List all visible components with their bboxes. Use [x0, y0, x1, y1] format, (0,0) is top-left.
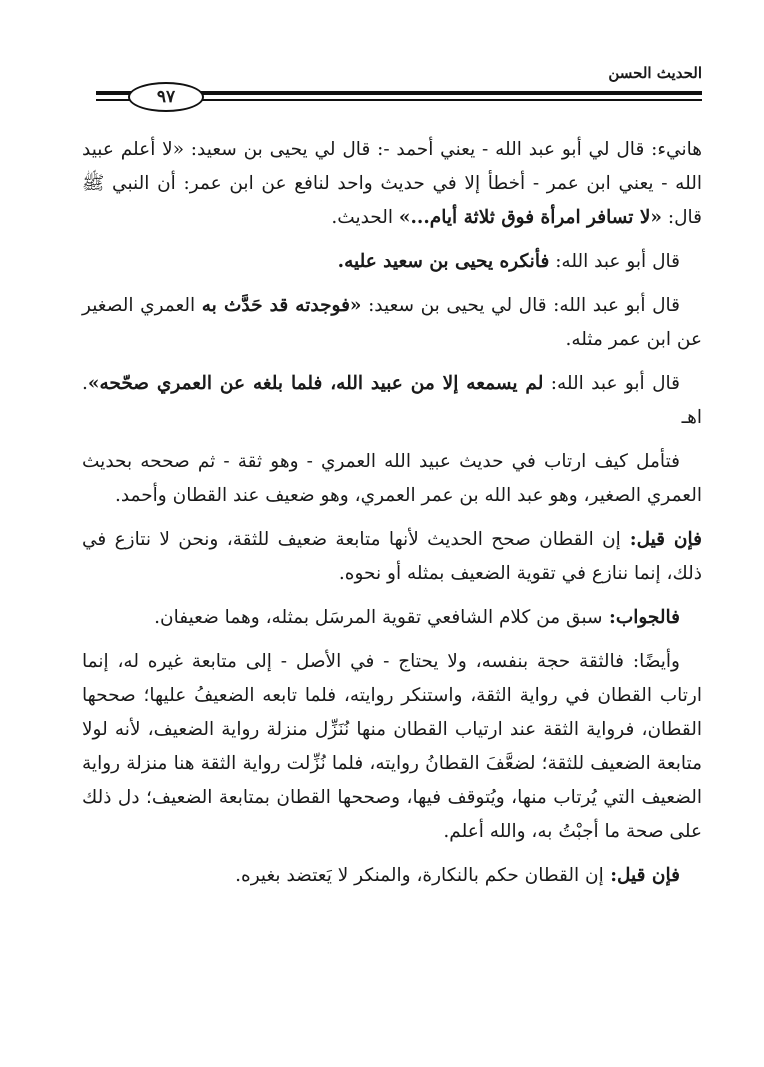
text-segment: إن القطان صحح الحديث لأنها متابعة ضعيف للثقة، ونحن لا نتازع في ذلك، إنما ننازع في تقوية الضعيف بمثله أو نحوه.: [82, 529, 702, 584]
answer-lead: فالجواب:: [602, 607, 680, 628]
text-segment: الحديث.: [331, 207, 399, 228]
question-lead: فإن قيل:: [620, 529, 702, 550]
paragraph-9: [82, 859, 702, 893]
page-number-badge: [128, 82, 204, 112]
paragraph-5: [82, 445, 702, 513]
paragraph-4: [82, 367, 702, 435]
paragraph-7: [82, 601, 702, 635]
text-segment: . اهـ: [82, 373, 702, 428]
question-lead: فإن قيل:: [603, 865, 680, 886]
hadith-quote: «لا تسافر امرأة فوق ثلاثة أيام...»: [398, 207, 662, 228]
text-segment: قال أبو عبد الله:: [549, 251, 680, 272]
emphasis-text: لم يسمعه إلا من عبيد الله، فلما بلغه عن العمري صحّحه»: [87, 373, 544, 394]
page-number: ٩٧: [156, 86, 176, 107]
emphasis-text: فأنكره يحيى بن سعيد عليه.: [337, 251, 550, 272]
text-segment: العمري الصغير عن ابن عمر مثله.: [82, 295, 702, 350]
paragraph-8: [82, 645, 702, 849]
text-segment: هانيء: قال لي أبو عبد الله - يعني أحمد -: قال لي يحيى بن سعيد: «لا أعلم عبيد الله - يعني ابن عمر - أخطأ إلا في حديث واحد لنافع عن ابن عمر: أن النبي ﷺ قال:: [82, 139, 702, 228]
text-segment: سبق من كلام الشافعي تقوية المرسَل بمثله، وهما ضعيفان.: [154, 607, 603, 628]
paragraph-3: [82, 289, 702, 357]
paragraph-2: [82, 245, 702, 279]
text-segment: قال أبو عبد الله: قال لي يحيى بن سعيد:: [361, 295, 680, 316]
emphasis-text: «فوجدته قد حَدَّث به: [201, 295, 362, 316]
paragraph-6: [82, 523, 702, 591]
body-text: [82, 133, 702, 903]
text-segment: إن القطان حكم بالنكارة، والمنكر لا يَعتضد بغيره.: [235, 865, 604, 886]
text-segment: وأيضًا: فالثقة حجة بنفسه، ولا يحتاج - في الأصل - إلى متابعة غيره له، إنما ارتاب القطان في رواية الثقة، واستنكر روايته، فلما تابعه الضعيفُ عليها؛ صححها القطان، فرواية الثقة عند ارتياب القطان منها نُنَزِّل منزلة رواية الضعيف، لأنه لولا متابعة الضعيف للثقة؛ لضعَّفَ القطانُ روايته، فلما نُزِّلت رواية الثقة هنا منزلة رواية الضعيف التي يُرتاب منها، ويُتوقف فيها، وصححها القطان بمتابعة الضعيف؛ دل ذلك على صحة ما أجبْتُ به، والله أعلم.: [82, 651, 702, 842]
paragraph-1: [82, 133, 702, 235]
text-segment: فتأمل كيف ارتاب في حديث عبيد الله العمري - وهو ثقة - ثم صححه بحديث العمري الصغير، وهو عبد الله بن عمر العمري، وهو ضعيف عند القطان وأحمد.: [82, 451, 702, 506]
running-header-title: الحديث الحسن: [608, 64, 702, 82]
text-segment: قال أبو عبد الله:: [543, 373, 680, 394]
